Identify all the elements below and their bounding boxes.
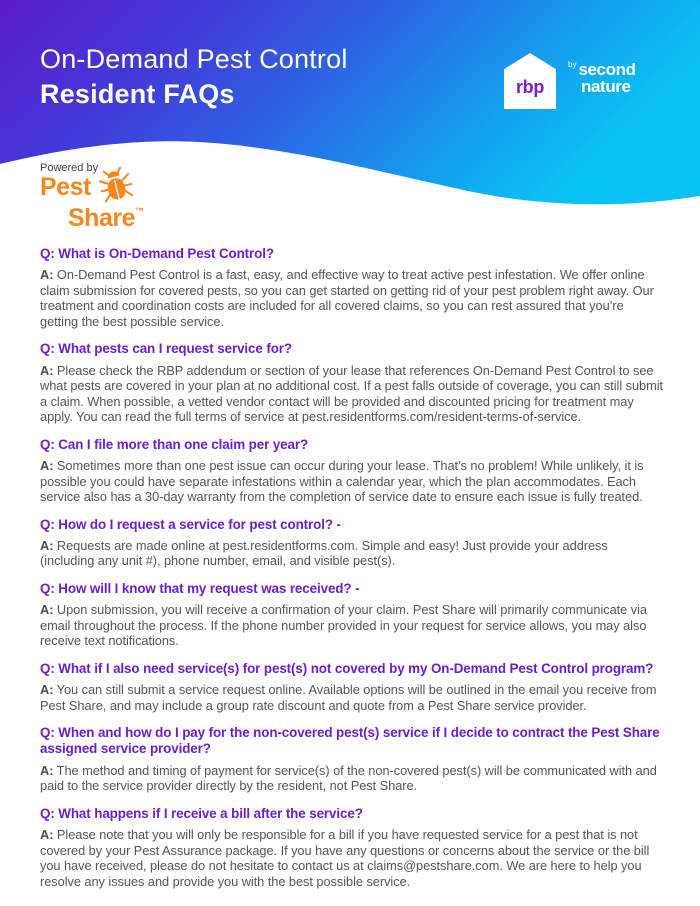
- faq-answer-text: Please note that you will only be responsible for a bill if you have requested service for a pest that is not covered by your Pest Assurance package. If you have any questions or concerns about the service or the bill you have received, please do not hesitate to contact us at claims@pestshare.com. We are here to help you resolve any issues and provide you with the best possible service.: [40, 827, 650, 889]
- faq-question: Q: Can I file more than one claim per year?: [40, 436, 309, 452]
- faq-answer-prefix: A:: [40, 602, 54, 618]
- trademark-symbol: ™: [134, 206, 144, 216]
- faq-item: [40, 661, 664, 713]
- faq-answer-prefix: A:: [40, 827, 54, 843]
- rbp-logo-text: rbp: [515, 77, 545, 97]
- faq-question: Q: What happens if I receive a bill after the service?: [40, 805, 363, 821]
- second-nature-line1: second: [578, 60, 636, 79]
- faq-answer-text: Please check the RBP addendum or section of your lease that references On-Demand Pest Control to see what pests are covered in your plan at no additional cost. If a pest falls outside of coverage, you can still submit a claim. When possible, a vetted vendor contact will be provided and discounted pricing for treatment may apply. You can read the full terms of service at pest.residentforms.com/resident-terms-of-service.: [40, 362, 664, 425]
- faq-item: [40, 806, 664, 889]
- faq-question: Q: How do I request a service for pest control? -: [40, 516, 341, 532]
- faq-question: Q: What is On-Demand Pest Control?: [40, 246, 274, 261]
- faq-question: Q: What pests can I request service for?: [40, 341, 292, 357]
- faq-answer: [40, 682, 664, 713]
- faq-answer-text: On-Demand Pest Control is a fast, easy, and effective way to treat active pest infestation. We offer online claim submission for covered pests, so you can get started on getting rid of your pest problem right away. Our treatment and coordination costs are included for all covered claims, so you can rest assured that you’re getting the best possible service.: [40, 267, 654, 329]
- faq-answer-prefix: A:: [40, 762, 54, 778]
- pest-share-word-pest: Pest: [40, 173, 91, 201]
- faq-answer-text: The method and timing of payment for service(s) of the non-covered pest(s) will be communicated with and paid to the service provider directly by the resident, not Pest Share.: [40, 762, 657, 794]
- faq-answer: [40, 363, 664, 425]
- faq-answer-text: Upon submission, you will receive a confirmation of your claim. Pest Share will primarily communicate via email throughout the process. If the phone number provided in your request for service allows, you may also receive text notifications.: [40, 602, 647, 649]
- faq-list: [40, 246, 664, 901]
- second-nature-wordmark: [568, 61, 636, 95]
- rbp-logo-icon: [501, 50, 559, 112]
- pest-share-word-share: Share: [68, 204, 135, 232]
- faq-answer-prefix: A:: [40, 267, 54, 283]
- beetle-icon: [99, 167, 133, 205]
- faq-question: Q: What if I also need service(s) for pest(s) not covered by my On-Demand Pest Control program?: [40, 660, 654, 676]
- faq-answer-text: You can still submit a service request online. Available options will be outlined in the email you receive from Pest Share, and may include a group rate discount and quote from a Pest Share service provider.: [40, 682, 657, 713]
- faq-item: [40, 246, 664, 329]
- faq-answer: [40, 267, 664, 329]
- faq-question: Q: When and how do I pay for the non-covered pest(s) service if I decide to contract the Pest Share assigned service provider?: [40, 725, 660, 757]
- faq-answer-prefix: A:: [40, 458, 54, 474]
- rbp-second-nature-logo: [501, 50, 636, 112]
- page-title: On-Demand Pest Control: [40, 44, 348, 74]
- faq-item: [40, 517, 664, 569]
- powered-by-label: Powered by: [40, 162, 99, 174]
- faq-item: [40, 581, 664, 649]
- second-nature-line2: nature: [581, 77, 631, 96]
- faq-answer-text: Requests are made online at pest.residentforms.com. Simple and easy! Just provide your address (including any unit #), phone number, email, and visible pest(s).: [40, 537, 608, 569]
- faq-answer-text: Sometimes more than one pest issue can occur during your lease. That’s no problem! While unlikely, it is possible you could have separate infestations within a calendar year, which the plan accommodates. Each service also has a 30-day warranty from the completion of service date to ensure each issue is fully treated.: [40, 458, 644, 505]
- faq-answer: [40, 458, 664, 505]
- faq-answer: [40, 763, 664, 794]
- faq-question: Q: How will I know that my request was received? -: [40, 580, 360, 596]
- faq-answer-prefix: A:: [40, 362, 54, 378]
- faq-answer: [40, 602, 664, 649]
- page-subtitle: Resident FAQs: [40, 79, 235, 109]
- faq-answer: [40, 827, 664, 889]
- faq-item: [40, 725, 664, 794]
- faq-answer: [40, 538, 664, 569]
- faq-answer-prefix: A:: [40, 682, 54, 698]
- faq-answer-prefix: A:: [40, 537, 54, 553]
- faq-item: [40, 341, 664, 424]
- pest-share-logo: [40, 162, 144, 231]
- faq-item: [40, 437, 664, 505]
- second-nature-by: by: [568, 60, 577, 69]
